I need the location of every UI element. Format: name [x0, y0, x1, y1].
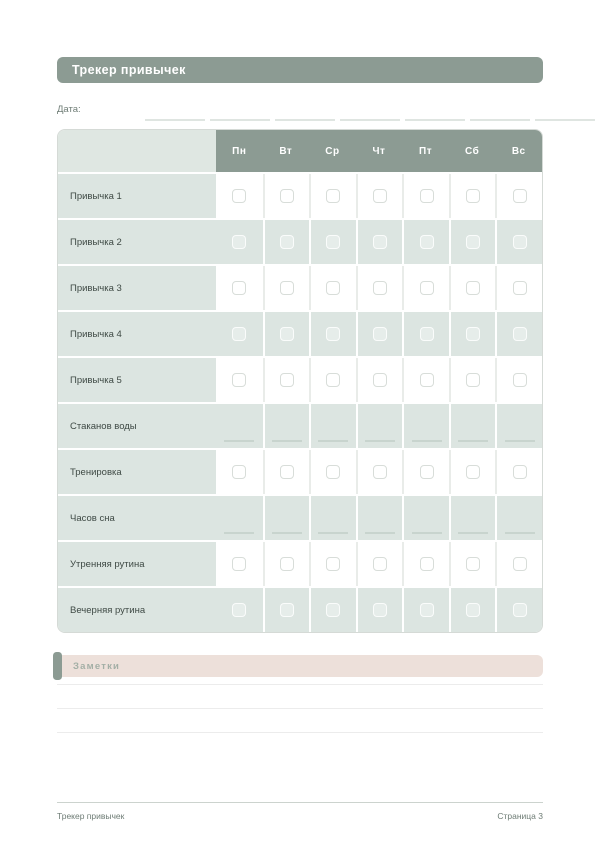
notes-section-header [57, 655, 543, 677]
date-field[interactable] [210, 119, 270, 121]
day-cell [216, 174, 263, 218]
habit-checkbox[interactable] [466, 603, 480, 617]
day-column-header: Пн [216, 130, 263, 172]
day-cell [402, 404, 449, 448]
day-cell [495, 496, 542, 540]
value-write-line[interactable] [365, 532, 395, 534]
date-field[interactable] [535, 119, 595, 121]
habit-checkbox[interactable] [513, 281, 527, 295]
day-column-header: Сб [449, 130, 496, 172]
day-cell [356, 358, 403, 402]
habit-checkbox[interactable] [420, 373, 434, 387]
day-cell [309, 450, 356, 494]
habit-checkbox[interactable] [466, 465, 480, 479]
day-cell [449, 404, 496, 448]
table-header-row [58, 130, 542, 172]
day-cell [263, 174, 310, 218]
day-column-header: Вс [495, 130, 542, 172]
day-cell [356, 496, 403, 540]
day-cell [216, 588, 263, 632]
value-write-line[interactable] [318, 532, 348, 534]
date-field[interactable] [405, 119, 465, 121]
day-cell [495, 266, 542, 310]
habit-checkbox[interactable] [420, 557, 434, 571]
day-cell [309, 358, 356, 402]
table-row [58, 494, 542, 540]
date-label: Дата: [57, 104, 81, 115]
table-row [58, 448, 542, 494]
table-row [58, 540, 542, 586]
day-cell [402, 496, 449, 540]
day-cell [495, 542, 542, 586]
habit-checkbox[interactable] [513, 189, 527, 203]
habit-checkbox[interactable] [232, 189, 246, 203]
habit-checkbox[interactable] [326, 465, 340, 479]
day-cell [449, 266, 496, 310]
day-cell [216, 496, 263, 540]
day-cell [495, 450, 542, 494]
table-row [58, 264, 542, 310]
habit-tracker-table [57, 129, 543, 633]
habit-checkbox[interactable] [326, 327, 340, 341]
day-cell [402, 358, 449, 402]
notes-ruled-line [57, 685, 543, 709]
date-row [57, 100, 600, 121]
habit-checkbox[interactable] [232, 465, 246, 479]
habit-checkbox[interactable] [280, 557, 294, 571]
habit-checkbox[interactable] [280, 189, 294, 203]
habit-checkbox[interactable] [232, 557, 246, 571]
habit-checkbox[interactable] [513, 603, 527, 617]
date-field[interactable] [340, 119, 400, 121]
value-write-line[interactable] [458, 440, 488, 442]
row-label: Привычка 2 [70, 236, 122, 248]
day-cell [309, 404, 356, 448]
habit-checkbox[interactable] [466, 235, 480, 249]
day-cell [216, 312, 263, 356]
table-row [58, 218, 542, 264]
habit-checkbox[interactable] [466, 557, 480, 571]
value-write-line[interactable] [318, 440, 348, 442]
day-cell [449, 220, 496, 264]
habit-checkbox[interactable] [373, 557, 387, 571]
habit-checkbox[interactable] [280, 235, 294, 249]
habit-checkbox[interactable] [326, 373, 340, 387]
day-cell [216, 404, 263, 448]
day-column-header: Ср [309, 130, 356, 172]
day-cell [263, 220, 310, 264]
habit-checkbox[interactable] [420, 281, 434, 295]
day-cell [263, 450, 310, 494]
day-cell [216, 266, 263, 310]
day-cell [495, 174, 542, 218]
table-row [58, 310, 542, 356]
value-write-line[interactable] [412, 440, 442, 442]
table-row [58, 586, 542, 632]
day-cell [449, 588, 496, 632]
habit-checkbox[interactable] [513, 557, 527, 571]
day-cell [263, 588, 310, 632]
day-cell [309, 496, 356, 540]
day-cell [402, 220, 449, 264]
day-cell [402, 312, 449, 356]
footer-divider [57, 802, 543, 803]
day-cell [495, 404, 542, 448]
day-cell [402, 588, 449, 632]
day-cell [216, 220, 263, 264]
day-cell [263, 404, 310, 448]
row-label: Привычка 4 [70, 328, 122, 340]
day-cell [216, 542, 263, 586]
notes-label: Заметки [73, 660, 121, 672]
habit-checkbox[interactable] [280, 327, 294, 341]
day-column-header: Чт [356, 130, 403, 172]
row-label: Утренняя рутина [58, 542, 216, 586]
day-cell [263, 312, 310, 356]
habit-checkbox[interactable] [513, 235, 527, 249]
row-label: Привычка 3 [58, 266, 216, 310]
habit-checkbox[interactable] [420, 465, 434, 479]
day-cell [402, 174, 449, 218]
habit-checkbox[interactable] [232, 603, 246, 617]
date-field[interactable] [470, 119, 530, 121]
value-write-line[interactable] [412, 532, 442, 534]
day-cell [263, 542, 310, 586]
day-cell [263, 496, 310, 540]
habit-checkbox[interactable] [373, 235, 387, 249]
day-cell [216, 358, 263, 402]
day-cell [449, 358, 496, 402]
row-label: Вечерняя рутина [70, 604, 146, 616]
value-write-line[interactable] [365, 440, 395, 442]
table-row [58, 172, 542, 218]
habit-checkbox[interactable] [232, 281, 246, 295]
value-write-line[interactable] [224, 532, 254, 534]
table-body [58, 172, 542, 632]
notes-writing-area [57, 677, 543, 733]
habit-checkbox[interactable] [326, 281, 340, 295]
habit-checkbox[interactable] [232, 373, 246, 387]
habit-checkbox[interactable] [466, 373, 480, 387]
notes-accent-tab [53, 652, 62, 680]
day-cell [309, 542, 356, 586]
day-cell [356, 174, 403, 218]
day-cell [402, 542, 449, 586]
day-cell [495, 220, 542, 264]
date-field[interactable] [145, 119, 205, 121]
habit-checkbox[interactable] [420, 603, 434, 617]
habit-checkbox[interactable] [373, 189, 387, 203]
habit-checkbox[interactable] [280, 603, 294, 617]
table-row [58, 402, 542, 448]
day-cell [495, 588, 542, 632]
row-label: Стаканов воды [70, 420, 137, 432]
day-cell [356, 266, 403, 310]
day-cell [356, 312, 403, 356]
day-cell [356, 404, 403, 448]
day-cell [356, 450, 403, 494]
date-field[interactable] [275, 119, 335, 121]
day-cell [309, 220, 356, 264]
day-cell [449, 542, 496, 586]
value-write-line[interactable] [272, 532, 302, 534]
notes-ruled-line [57, 709, 543, 733]
habit-checkbox[interactable] [513, 465, 527, 479]
habit-checkbox[interactable] [326, 603, 340, 617]
habit-checkbox[interactable] [373, 465, 387, 479]
day-cell [356, 542, 403, 586]
habit-checkbox[interactable] [466, 189, 480, 203]
habit-checkbox[interactable] [513, 373, 527, 387]
day-cell [449, 496, 496, 540]
page-title: Трекер привычек [72, 63, 186, 77]
day-cell [495, 358, 542, 402]
date-fields [145, 119, 600, 121]
day-cell [309, 588, 356, 632]
footer-page-number: Страница 3 [497, 811, 543, 821]
habit-checkbox[interactable] [326, 235, 340, 249]
day-cell [495, 312, 542, 356]
day-cell [309, 266, 356, 310]
day-column-header: Вт [263, 130, 310, 172]
day-cell [449, 174, 496, 218]
row-label: Привычка 1 [58, 174, 216, 218]
habit-checkbox[interactable] [280, 281, 294, 295]
habit-checkbox[interactable] [280, 465, 294, 479]
day-cell [216, 450, 263, 494]
habit-checkbox[interactable] [466, 327, 480, 341]
habit-checkbox[interactable] [373, 373, 387, 387]
value-write-line[interactable] [505, 532, 535, 534]
day-cell [356, 220, 403, 264]
habit-checkbox[interactable] [466, 281, 480, 295]
table-corner-cell [58, 130, 216, 172]
day-cell [263, 266, 310, 310]
day-cell [449, 450, 496, 494]
day-cell [402, 266, 449, 310]
habit-checkbox[interactable] [420, 235, 434, 249]
habit-checkbox[interactable] [420, 189, 434, 203]
value-write-line[interactable] [224, 440, 254, 442]
title-bar [57, 57, 543, 83]
habit-checkbox[interactable] [373, 327, 387, 341]
day-cell [449, 312, 496, 356]
day-cell [263, 358, 310, 402]
table-row [58, 356, 542, 402]
day-column-header: Пт [402, 130, 449, 172]
habit-checkbox[interactable] [326, 189, 340, 203]
value-write-line[interactable] [458, 532, 488, 534]
habit-checkbox[interactable] [420, 327, 434, 341]
day-cell [309, 174, 356, 218]
footer-document-title: Трекер привычек [57, 811, 125, 821]
day-cell [356, 588, 403, 632]
day-cell [402, 450, 449, 494]
habit-checkbox[interactable] [373, 281, 387, 295]
habit-checkbox[interactable] [326, 557, 340, 571]
notes-ruled-line [57, 677, 543, 685]
row-label: Часов сна [70, 512, 115, 524]
page-footer [57, 811, 543, 821]
row-label: Привычка 5 [58, 358, 216, 402]
habit-checkbox[interactable] [232, 235, 246, 249]
value-write-line[interactable] [272, 440, 302, 442]
day-cell [309, 312, 356, 356]
habit-checkbox[interactable] [232, 327, 246, 341]
row-label: Тренировка [58, 450, 216, 494]
habit-checkbox[interactable] [373, 603, 387, 617]
value-write-line[interactable] [505, 440, 535, 442]
habit-checkbox[interactable] [513, 327, 527, 341]
habit-checkbox[interactable] [280, 373, 294, 387]
